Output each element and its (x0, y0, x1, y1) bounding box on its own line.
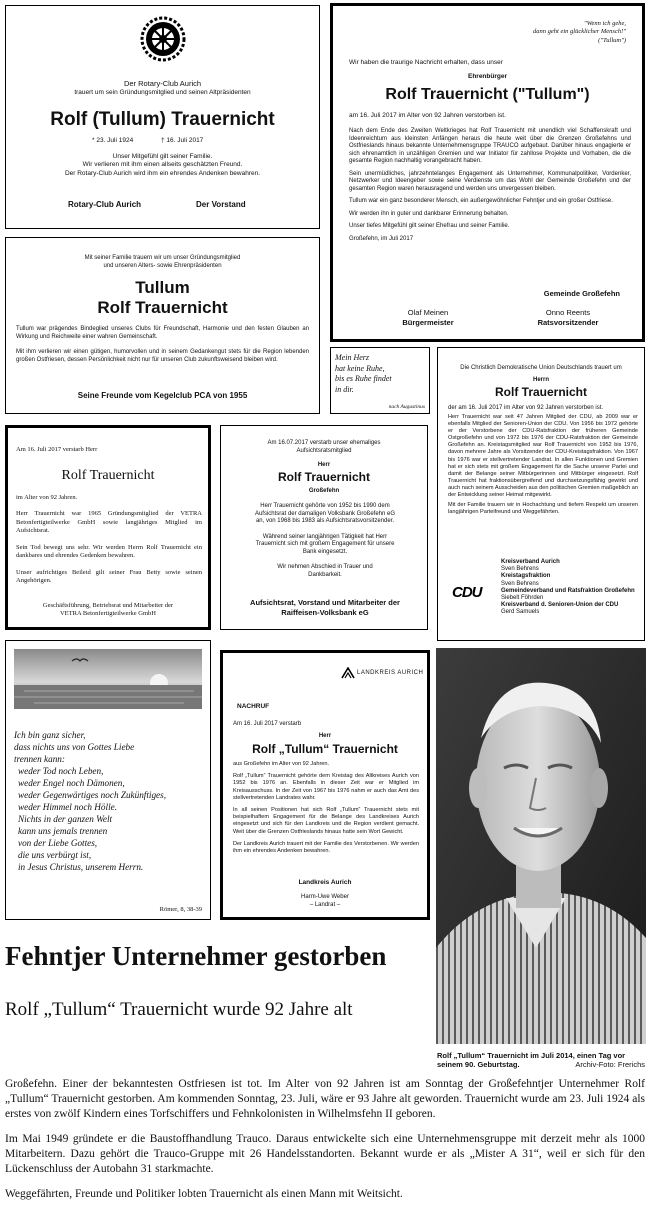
org-name: Gemeindeverband und Ratsfraktion Großefehn (501, 587, 635, 594)
deceased-name: Rolf „Tullum“ Trauernicht (252, 742, 398, 756)
verse-line: von der Liebe Gottes, (18, 838, 98, 848)
obituary-cdu (437, 347, 645, 641)
date-line: am 16. Juli 2017 im Alter von 92 Jahren verstorben ist. (349, 112, 506, 119)
obituary-landkreis (220, 650, 430, 920)
signature-company: VETRA Betonfertigteilwerke GmbH (59, 610, 157, 618)
date-line: der am 16. Juli 2017 im Alter von 92 Jahren verstorben ist. (448, 405, 604, 411)
paragraph: Mit ihm verlieren wir einen gütigen, humorvollen und in seinem Gedankengut stets für die Region lebenden großen Ostfriesen, dessen Persönlichkeit nicht nur für unseren Club zukunftsweisend bleiben wird. (16, 349, 309, 363)
place-date: Großefehn, im Juli 2017 (349, 235, 414, 242)
signer-name: Harm-Uwe Weber (301, 894, 349, 900)
quote-line: ("Tullum") (598, 36, 626, 44)
paragraph: Herr Trauernicht gehörte von 1952 bis 1990 dem Aufsichtsrat der damaligen Volksbank Großefehn eG an, von 1968 bis 1983 als Aufsichtsratsvorsitzender. (254, 503, 396, 524)
paragraph: Nach dem Ende des Zweiten Weltkrieges hat Rolf Trauernicht mit unendlich viel Schaffenskraft und Ideenreichtum aus kleinsten Anfängen heraus die heute weit über die Grenzen Großefehns und Ostfrieslands hinaus bekannte Unternehmensgruppe TRAUCO aufgebaut. Darüber hinaus engagierte er sich ehrenamtlich in unzähligen Gremien und war Initiator für zahllose Projekte und Vorhaben, die die gesamte Region nachhaltig vorangebracht haben. (349, 128, 631, 164)
intro: Die Christlich Demokratische Union Deutschlands trauert um (460, 365, 622, 371)
age-line: im Alter von 92 Jahren. (16, 494, 78, 501)
verse-line: kann uns jemals trennen (18, 826, 108, 836)
signature: Aufsichtsrat, Vorstand und Mitarbeiter der Raiffeisen-Volksbank eG (250, 598, 400, 617)
paragraph: Sein Tod bewegt uns sehr. Wir werden Herrn Rolf Trauernicht ein dankbares und ehrendes Gedenken bewahren. (16, 543, 202, 560)
org-name: Der Rotary-Club Aurich (123, 79, 202, 88)
org-name: Kreisverband d. Senioren-Union der CDU (501, 602, 619, 609)
paragraph: Mit der Familie trauern wir in Hochachtung und tiefem Respekt um unseren langjährigen Parteifreund und Weggefährten. (448, 502, 638, 516)
obituary-rotary (5, 5, 320, 229)
verse-line: weder Gegenwärtiges noch Zukünftiges, (18, 790, 167, 800)
verse-line: in Jesus Christus, unserem Herrn. (18, 862, 144, 872)
signature: Seine Freunde vom Kegelclub PCA von 1955 (77, 391, 248, 400)
verse-augustinus (330, 347, 430, 414)
paragraph: Tullum war prägendes Bindeglied unseres Clubs für Freundschaft, Harmonie und den festen Glauben an Wirkung und Reichweite einer wahren Gemeinschaft. (16, 326, 309, 340)
date-line: Am 16. Juli 2017 verstarb (233, 721, 302, 727)
org-person: Sven Behrens (501, 566, 539, 573)
paragraph: Wir werden ihn in guter und dankbarer Erinnerung behalten. (349, 210, 509, 217)
portrait-photo (436, 648, 646, 1044)
place-age: aus Großefehn im Alter von 92 Jahren. (233, 761, 330, 767)
title: Herrn (532, 377, 549, 383)
paragraph: Herr Trauernicht war seit 47 Jahren Mitglied der CDU, ab 2009 war er ebenfalls Mitglied der Senioren-Union der CDU. Von 1956 bis 1972 gehörte er der Verstorbene der CDU-Ratsfraktion der früheren Gemeinde Ostgroßefehn und von 1972 bis 1976 der CDU-Ratsfraktion der Gemeinde Großefehn an. Kreistagsmitglied war Rolf Trauernicht von 1952 bis 1976, davon mehrere Jahre als Vorsitzender der CDU-Kreistagsfraktion. Von 1967 bis 1976 war er stellvertretender Landrat. In allen Funktionen und Gremien hat er sich stets mit großem Engagement für die Sache unserer Partei und damit der Belange seiner Mitbürgerinnen und Mitbürger eingesetzt. Rolf Trauernicht hat fraktionsübergreifend und durchsetzungsfähig gewirkt und auch nach seinem Ausscheiden aus den politischen Gremien maßgeblich an der Entwicklung seiner Heimat mitgewirkt. (448, 414, 638, 499)
subheadline: Rolf „Tullum“ Trauernicht wurde 92 Jahre alt (5, 999, 353, 1020)
paragraph: Tullum war ein ganz besonderer Mensch, ein außergewöhnlicher Fehntjer und ein großer Ostfriese. (349, 198, 613, 204)
paragraph: Rolf „Tullum“ Trauernicht gehörte dem Kreistag des Altkreises Aurich von 1952 bis 1976 an. Ebenfalls in dieser Zeit war er Mitglied im Kreisausschuss. In der Zeit von 1967 bis 1976 nahm er auch das Amt des stellvertretenden Landrates wahr. (233, 773, 419, 801)
photo-caption: Rolf „Tullum“ Trauernicht im Juli 2014, einen Tag vor seinem 90. Geburtstag. (437, 1051, 626, 1070)
deceased-name: Rolf Trauernicht (61, 468, 155, 483)
verse-line: die uns verbürgt ist, (18, 850, 92, 860)
article-paragraph: Im Mai 1949 gründete er die Baustoffhandlung Trauco. Daraus entwickelte sich eine Unternehmensgruppe mit derzeit mehr als 1000 Mitarbeitern. Dazu gehört die Trauco-Gruppe mit 26 Handelsstandorten. Bekannt wurde er als „Mister A 31“, weil er sich für den Lückenschluss der Autobahn 31 starkmachte. (5, 1133, 645, 1175)
birth-date: * 23. Juli 1924 (92, 137, 134, 144)
death-date: † 16. Juli 2017 (161, 137, 204, 144)
date-line: Am 16. Juli 2017 verstarb Herr (16, 446, 98, 453)
verse-roemer (5, 640, 211, 920)
obituary-kegelclub (5, 237, 320, 414)
landkreis-logo: LANDKREIS AURICH (357, 670, 424, 676)
verse-source: Römer, 8, 38-39 (159, 906, 202, 913)
verse-line: trennen kann: (14, 754, 65, 764)
text-line: Unser Mitgefühl gilt seiner Familie. (112, 153, 213, 160)
org-name: Kreistagsfraktion (501, 573, 551, 580)
landkreis-crest-icon (341, 667, 355, 679)
verse-line: Ich bin ganz sicher, (14, 730, 86, 740)
intro: und unseren Alters- sowie Ehrenpräsidenten (103, 262, 222, 269)
paragraph: Unser aufrichtiges Beileid gilt seiner Frau Betty sowie seinen Angehörigen. (16, 568, 202, 585)
signature-club: Rotary-Club Aurich (68, 200, 142, 209)
verse-text (14, 729, 166, 873)
intro: Mit seiner Familie trauern wir um unser Gründungsmitglied (84, 255, 241, 261)
intro: Aufsichtsratsmitglied (296, 447, 352, 454)
text-line: Wir verlieren mit ihm einen allseits geschätzten Freund. (82, 161, 243, 169)
org-name: Landkreis Aurich (298, 879, 352, 886)
paragraph: Sein unermüdliches, jahrzehntelanges Engagement als Unternehmer, Kommunalpolitiker, Vordenker, Netzwerker und Ideengeber sowie seine Verdienste um das Wohl der Gemeinde Großefehn und der gesamten Region waren herausragend und werden uns unvergessen bleiben. (349, 170, 631, 192)
verse-line: weder Himmel noch Hölle. (18, 802, 117, 812)
place: Großefehn (308, 488, 340, 494)
deceased-name: Rolf Trauernicht (97, 298, 228, 317)
intro: Am 16.07.2017 verstarb unser ehemaliges (267, 440, 381, 446)
paragraph: Wir nehmen Abschied in Trauer und Dankbarkeit. (277, 564, 373, 578)
paragraph: In all seinen Positionen hat sich Rolf „Tullum“ Trauernicht stets mit beispielhaftem Engagement für die Belange des Landkreises Aurich eingesetzt und sich für den Landkreis und die Region verdient gemacht. Weit über die Grenzen Ostfrieslands hinaus hatte sein Wort Gewicht. (233, 807, 419, 835)
verse-line: bis es Ruhe findet (335, 374, 392, 383)
obituary-raiffeisen (220, 425, 428, 630)
org-name: Gemeinde Großefehn (543, 289, 620, 298)
heading: NACHRUF (237, 703, 270, 710)
signer-role: – Landrat – (309, 901, 341, 908)
verse-line: Nichts in der ganzen Welt (18, 814, 113, 824)
deceased-name: Rolf Trauernicht ("Tullum") (385, 86, 590, 103)
signer-name: Onno Reents (545, 308, 591, 317)
photo-credit: Archiv-Foto: Frerichs (575, 1060, 645, 1069)
intro: Wir haben die traurige Nachricht erhalten, dass unser (349, 59, 503, 66)
verse-source: nach Augustinus (388, 404, 425, 410)
signer-role: Ratsvorsitzender (537, 317, 599, 327)
signature-board: Der Vorstand (196, 200, 246, 209)
title: Ehrenbürger (467, 73, 507, 80)
text-line: Der Rotary-Club Aurich wird ihm ein ehrendes Andenken bewahren. (64, 169, 261, 177)
cdu-logo: CDU (452, 584, 482, 601)
article-paragraph: Großefehn. Einer der bekanntesten Ostfriesen ist tot. Im Alter von 92 Jahren ist am Sonntag der Großefehntjer Unternehmer Rolf „Tullum“ Trauernicht gestorben. Am kommenden Sonntag, 23. Juli, wäre er 93 Jahre alt geworden. Trauernicht wurde am 23. Juli 1924 als erstes von zwölf Kindern eines Torfschiffers und Fehnkolonisten in Wilhelmsfehn II geboren. (5, 1078, 645, 1120)
verse-line: weder Tod noch Leben, (18, 766, 104, 776)
deceased-name: Rolf (Tullum) Trauernicht (50, 109, 275, 130)
signature: Geschäftsführung, Betriebsrat und Mitarbeiter der (42, 602, 174, 609)
paragraph: Unser tiefes Mitgefühl gilt seiner Ehefrau und seiner Familie. (349, 223, 510, 229)
verse-line: Mein Herz (335, 353, 369, 362)
obituary-vetra (5, 425, 211, 630)
verse-line: in dir. (335, 384, 354, 394)
quote-line: dann geht ein glücklicher Mensch!" (533, 28, 626, 36)
headline: Fehntjer Unternehmer gestorben (5, 941, 387, 971)
verse-line: dass nichts uns von Gottes Liebe (14, 742, 135, 752)
title: Herr (317, 462, 331, 468)
paragraph: Während seiner langjährigen Tätigkeit hat Herr Trauernicht sich mit großem Engagement für unsere Bank eingesetzt. (255, 533, 395, 555)
deceased-name: Rolf Trauernicht (494, 385, 587, 399)
signer-name: Olaf Meinen (407, 308, 449, 317)
intro: trauert um sein Gründungsmitglied und seinen Altpräsidenten (74, 88, 251, 96)
paragraph: Herr Trauernicht war 1965 Gründungsmitglied der VETRA Betonfertigteilwerke GmbH sowie langjähriges Mitglied im Aufsichtsrat. (16, 510, 202, 535)
quote-line: "Wenn ich gehe, (583, 20, 626, 27)
nickname: Tullum (135, 278, 190, 297)
org-person: Gerd Samuels (501, 609, 540, 616)
verse-line: weder Engel noch Dämonen, (18, 778, 125, 788)
title: Herr (318, 733, 332, 739)
signer-role: Bürgermeister (402, 317, 454, 327)
rotary-wheel-icon (140, 16, 186, 62)
paragraph: Der Landkreis Aurich trauert mit der Familie des Verstorbenen. Wir werden ihm ein ehrendes Andenken bewahren. (233, 840, 419, 855)
verse-line: hat keine Ruhe, (335, 363, 385, 373)
deceased-name: Rolf Trauernicht (277, 470, 370, 484)
org-person: Sven Behrens (501, 580, 539, 587)
article-paragraph: Weggefährten, Freunde und Politiker lobten Trauernicht als einen Mann mit Weitsicht. (5, 1188, 403, 1200)
sea-sunset-image (14, 649, 202, 709)
org-person: Siebelt Föhrden (501, 595, 544, 602)
obituary-gemeinde (330, 3, 645, 342)
org-name: Kreisverband Aurich (501, 559, 560, 565)
